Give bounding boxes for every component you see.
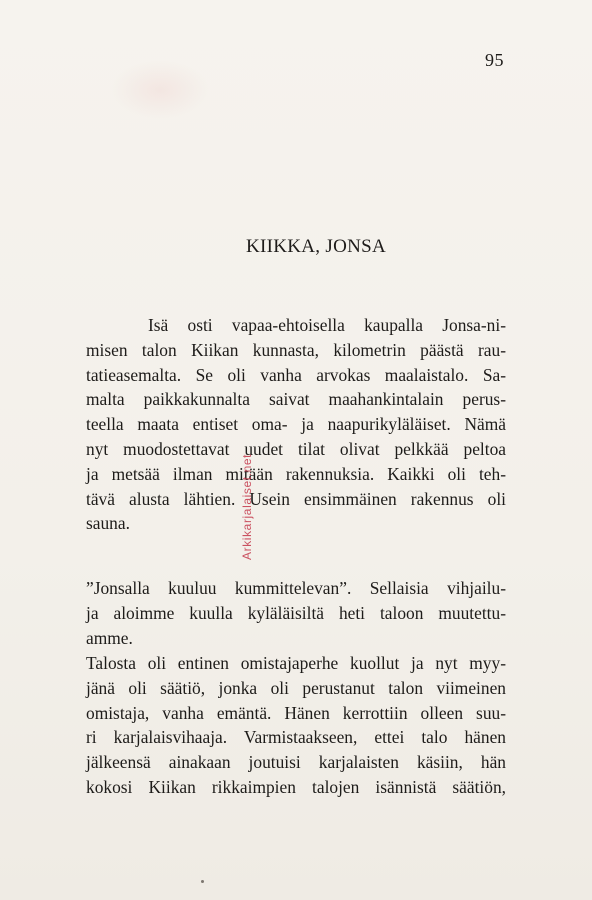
text-line: sauna. [86,513,130,534]
text-line: tatieasemalta. Se oli vanha arvokas maalaistalo. Sa- [86,364,506,385]
text-line: jälkeensä ainakaan joutuisi karjalaisten käsiin, hän [86,752,506,773]
page-number: 95 [485,50,504,70]
text-line: teella maata entiset oma- ja naapurikyläläiset. Nämä [86,414,506,435]
text-line: amme. [86,627,133,648]
text-line: jänä oli säätiö, jonka oli perustanut talon viimeinen [86,677,506,698]
paragraph-2 [86,576,506,650]
text-line: ”Jonsalla kuuluu kummittelevan”. Sellaisia vihjailu- [86,578,506,598]
text-line: ja metsää ilman mitään rakennuksia. Kaikki oli teh- [86,463,506,484]
text-line: Talosta oli entinen omistajaperhe kuollut ja nyt myy- [86,653,506,673]
show-through-stain [110,60,210,120]
text-line: ja aloimme kuulla kyläläisiltä heti taloon muutettu- [86,602,506,623]
chapter-title: KIIKKA, JONSA [245,236,387,257]
paper-speck [201,880,204,883]
text-line: kokosi Kiikan rikkaimpien talojen isännistä säätiön, [86,776,506,797]
text-line: nyt muodostettavat uudet tilat olivat pelkkää peltoa [86,438,506,459]
paragraph-1 [86,313,506,536]
text-line: tävä alusta lähtien. Usein ensimmäinen rakennus oli [86,488,506,509]
watermark: Arkikarjalaiset.net [240,453,254,560]
text-line: malta paikkakunnalta saivat maahankintalain perus- [86,389,506,410]
paragraph-3 [86,651,506,800]
text-line: misen talon Kiikan kunnasta, kilometrin päästä rau- [86,339,506,360]
text-line: omistaja, vanha emäntä. Hänen kerrottiin olleen suu- [86,702,506,723]
text-line: Isä osti vapaa-ehtoisella kaupalla Jonsa-ni- [148,315,506,335]
text-line: ri karjalaisvihaaja. Varmistaakseen, ettei talo hänen [86,727,506,748]
